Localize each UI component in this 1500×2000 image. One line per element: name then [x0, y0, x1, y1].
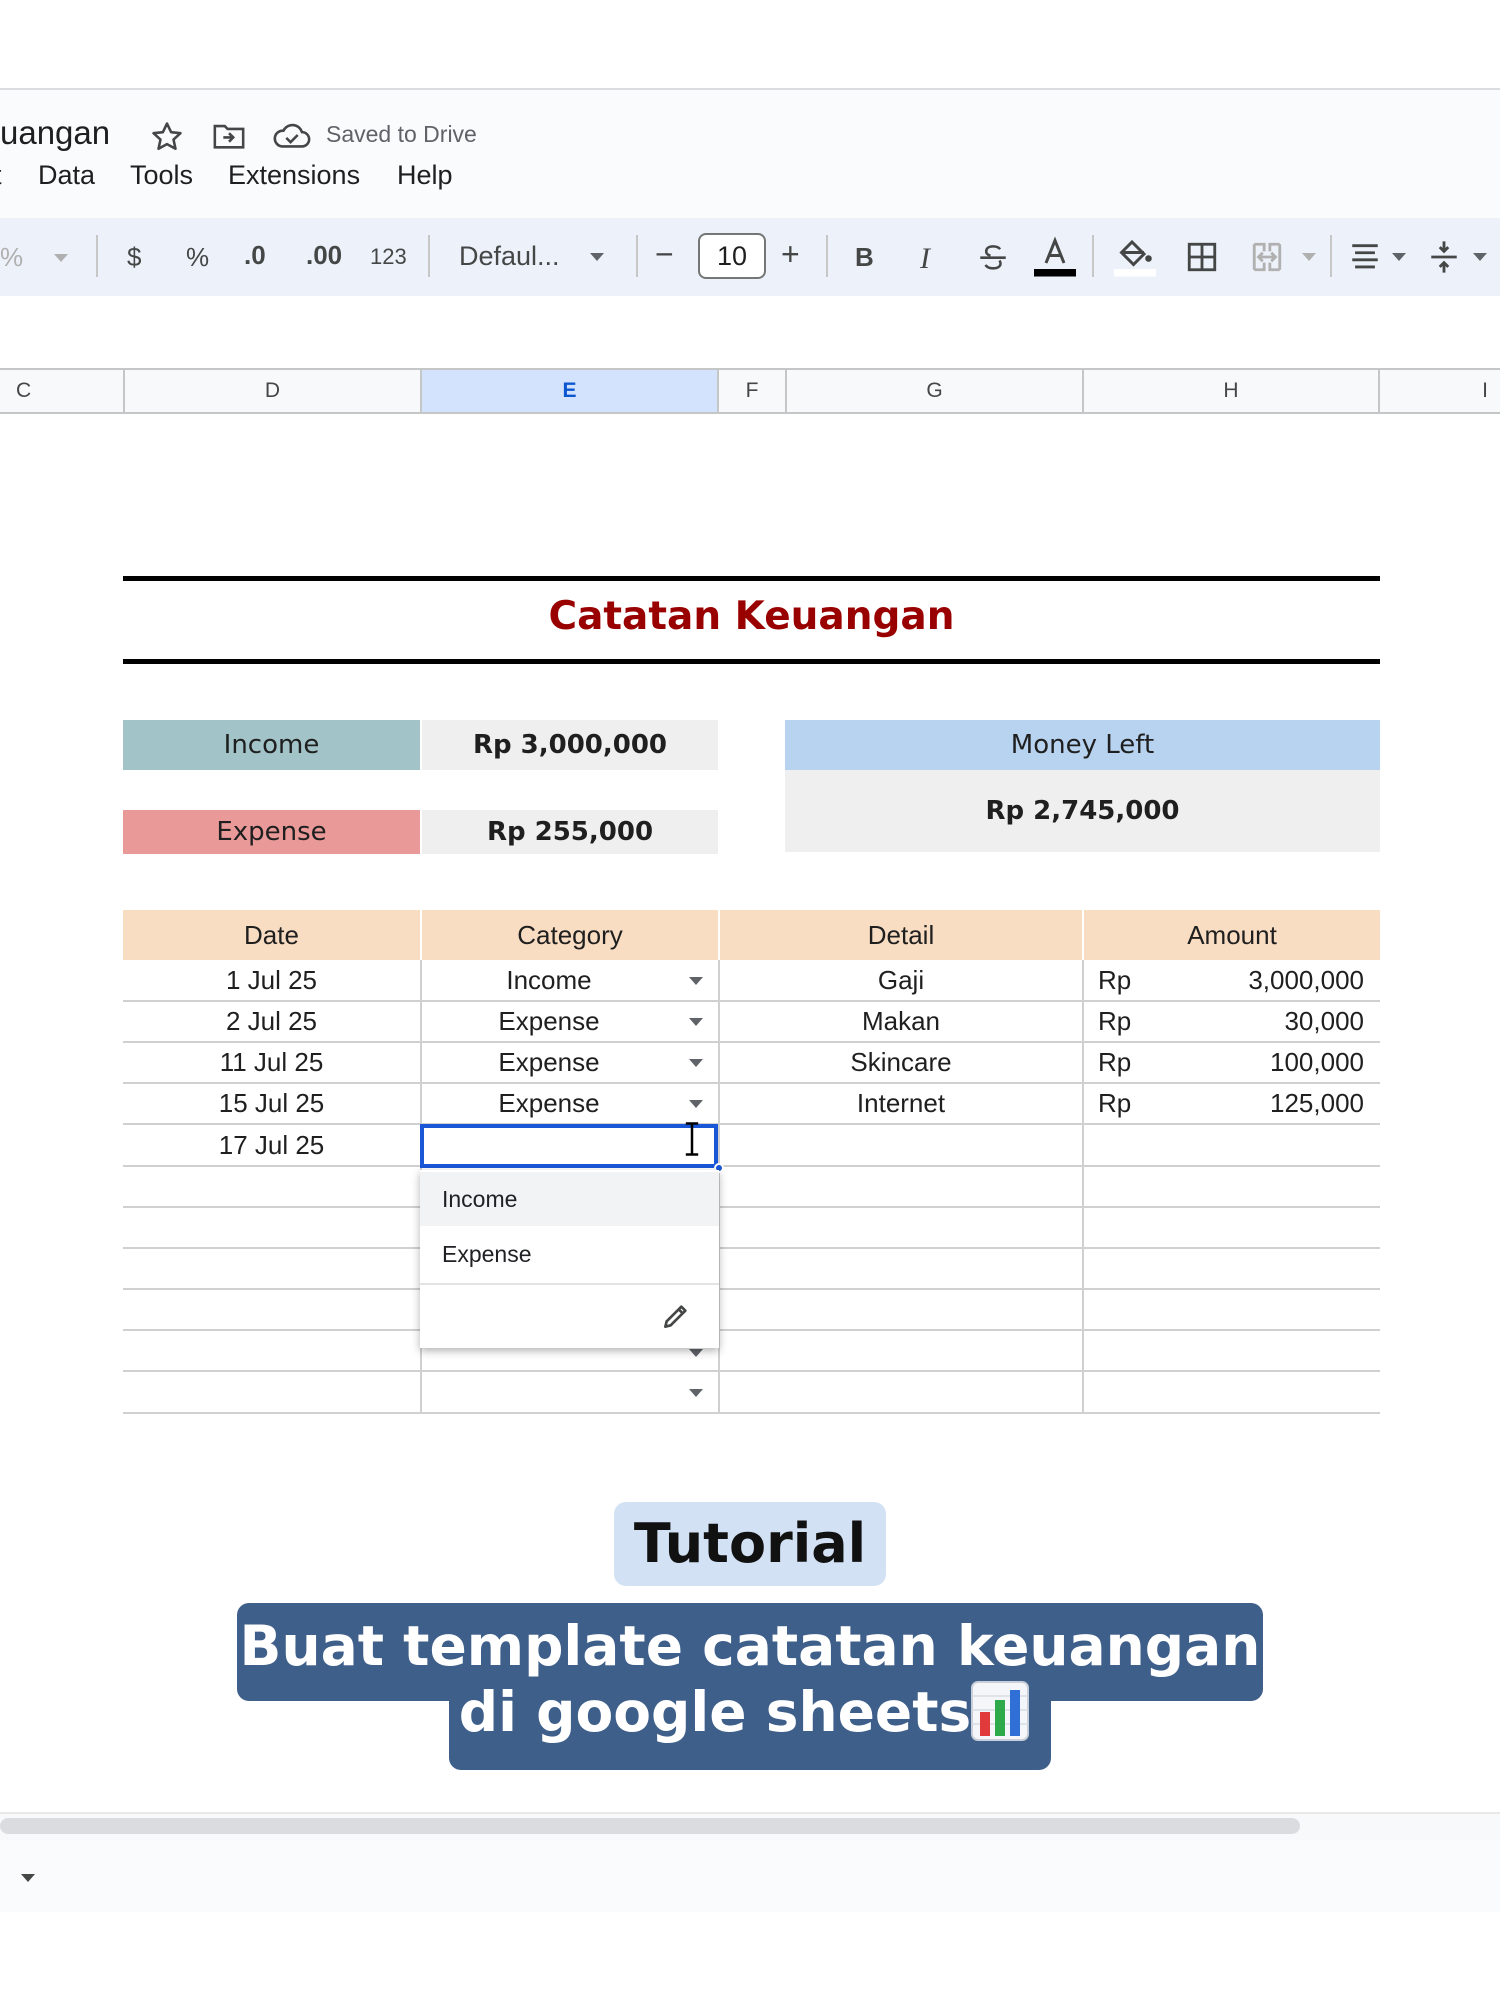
- zoom-caret-icon[interactable]: [54, 254, 68, 262]
- caption-line-1: Buat template catatan keuangan: [239, 1614, 1261, 1678]
- row2-amount[interactable]: 30,000: [1284, 1006, 1364, 1036]
- menu-extensions[interactable]: Extensions: [228, 160, 361, 190]
- grid-line: [123, 1412, 1380, 1414]
- row3-category[interactable]: Expense: [498, 1047, 600, 1077]
- cloud-saved-icon[interactable]: [272, 120, 312, 150]
- row4-category[interactable]: Expense: [498, 1088, 600, 1118]
- toolbar-divider: [826, 235, 828, 277]
- row1-date[interactable]: 1 Jul 25: [225, 965, 318, 995]
- decrease-decimal-button[interactable]: .0: [244, 240, 266, 270]
- title-top-rule: [123, 576, 1380, 581]
- menu-help[interactable]: Help: [397, 160, 453, 190]
- category-dropdown-icon[interactable]: [689, 1100, 703, 1108]
- grid-line: [123, 1247, 1380, 1249]
- font-select[interactable]: Defaul...: [459, 241, 560, 271]
- edit-pencil-icon[interactable]: [660, 1300, 692, 1332]
- row2-date[interactable]: 2 Jul 25: [225, 1006, 318, 1036]
- align-caret-icon[interactable]: [1392, 253, 1406, 261]
- header-category[interactable]: Category: [422, 910, 718, 960]
- font-size-input[interactable]: 10: [698, 233, 766, 279]
- menu-data[interactable]: Data: [38, 160, 96, 190]
- bar-chart-emoji-icon: [970, 1680, 1030, 1742]
- move-folder-icon[interactable]: [212, 120, 246, 152]
- row3-currency[interactable]: Rp: [1098, 1047, 1132, 1077]
- decrease-font-size-button[interactable]: −: [655, 236, 674, 272]
- income-label[interactable]: Income: [123, 720, 420, 770]
- tutorial-tag: Tutorial: [614, 1502, 886, 1586]
- row4-amount[interactable]: 125,000: [1270, 1088, 1364, 1118]
- toolbar-divider: [96, 235, 98, 277]
- caption-line-2: [0, 1680, 1500, 1744]
- column-header-h[interactable]: H: [1084, 368, 1380, 414]
- grid-line: [123, 1288, 1380, 1290]
- category-dropdown-icon[interactable]: [689, 977, 703, 985]
- category-dropdown-menu: [420, 1170, 719, 1348]
- valign-caret-icon[interactable]: [1473, 253, 1487, 261]
- expense-label[interactable]: Expense: [123, 810, 420, 854]
- row1-currency[interactable]: Rp: [1098, 965, 1132, 995]
- saved-status: Saved to Drive: [326, 121, 477, 147]
- category-dropdown-icon[interactable]: [689, 1349, 703, 1357]
- number-format-button[interactable]: 123: [370, 244, 407, 269]
- toolbar-divider: [428, 235, 430, 277]
- row2-category[interactable]: Expense: [498, 1006, 600, 1036]
- row3-detail[interactable]: Skincare: [850, 1047, 952, 1077]
- title-bottom-rule: [123, 659, 1380, 664]
- sheet-tab-bar: [0, 1840, 1500, 1912]
- grid-line: [123, 1329, 1380, 1331]
- header-date[interactable]: Date: [123, 910, 420, 960]
- column-header-f[interactable]: F: [719, 368, 787, 414]
- merge-caret-icon[interactable]: [1302, 253, 1316, 261]
- borders-icon[interactable]: [1185, 240, 1219, 274]
- horizontal-align-icon[interactable]: [1348, 240, 1382, 274]
- dropdown-divider: [420, 1283, 719, 1285]
- dropdown-option-expense[interactable]: Expense: [442, 1241, 532, 1267]
- row5-date[interactable]: 17 Jul 25: [218, 1130, 325, 1160]
- toolbar-divider: [636, 235, 638, 277]
- header-detail[interactable]: Detail: [720, 910, 1082, 960]
- text-cursor-icon: [682, 1122, 702, 1156]
- row1-detail[interactable]: Gaji: [877, 965, 925, 995]
- active-category-cell[interactable]: [420, 1124, 718, 1168]
- row2-currency[interactable]: Rp: [1098, 1006, 1132, 1036]
- row3-date[interactable]: 11 Jul 25: [219, 1047, 324, 1077]
- column-header-g[interactable]: G: [787, 368, 1084, 414]
- title-bar: [0, 90, 1500, 220]
- text-color-icon[interactable]: [1032, 236, 1078, 278]
- category-dropdown-icon[interactable]: [689, 1018, 703, 1026]
- row4-date[interactable]: 15 Jul 25: [218, 1088, 325, 1118]
- percent-format-button[interactable]: %: [186, 242, 210, 272]
- column-header-d[interactable]: D: [125, 368, 422, 414]
- category-dropdown-icon[interactable]: [689, 1389, 703, 1397]
- row1-category[interactable]: Income: [506, 965, 592, 995]
- header-amount[interactable]: Amount: [1084, 910, 1380, 960]
- row2-detail[interactable]: Makan: [861, 1006, 941, 1036]
- expense-value[interactable]: Rp 255,000: [422, 810, 718, 854]
- row3-amount[interactable]: 100,000: [1270, 1047, 1364, 1077]
- bold-button[interactable]: B: [855, 242, 874, 272]
- toolbar-divider: [1330, 235, 1332, 277]
- currency-format-button[interactable]: $: [127, 242, 142, 272]
- row1-amount[interactable]: 3,000,000: [1248, 965, 1364, 995]
- increase-font-size-button[interactable]: +: [781, 236, 800, 272]
- menu-edit-partial[interactable]: [0, 160, 2, 191]
- sheet-list-caret-icon[interactable]: [21, 1874, 35, 1882]
- row4-detail[interactable]: Internet: [856, 1088, 946, 1118]
- sheet-title[interactable]: Catatan Keuangan: [548, 594, 955, 639]
- column-header-c[interactable]: C: [0, 368, 125, 414]
- document-title[interactable]: uangan: [0, 114, 111, 151]
- category-dropdown-icon[interactable]: [689, 1059, 703, 1067]
- fill-color-icon[interactable]: [1112, 236, 1158, 278]
- font-caret-icon[interactable]: [590, 253, 604, 261]
- merge-cells-icon[interactable]: [1250, 240, 1284, 274]
- vertical-align-icon[interactable]: [1427, 238, 1461, 276]
- zoom-select[interactable]: %: [0, 242, 24, 272]
- grid-line: [123, 1206, 1380, 1208]
- menu-tools[interactable]: Tools: [130, 160, 194, 190]
- star-icon[interactable]: [150, 120, 184, 154]
- money-left-value[interactable]: Rp 2,745,000: [785, 770, 1380, 852]
- caption-line-2-text: di google sheets: [458, 1680, 972, 1744]
- income-value[interactable]: Rp 3,000,000: [422, 720, 718, 770]
- dropdown-option-income[interactable]: Income: [420, 1172, 719, 1226]
- money-left-label[interactable]: Money Left: [785, 720, 1380, 770]
- strikethrough-icon[interactable]: [975, 240, 1011, 274]
- italic-button[interactable]: I: [920, 242, 930, 275]
- row4-currency[interactable]: Rp: [1098, 1088, 1132, 1118]
- column-header-e[interactable]: E: [422, 368, 719, 414]
- increase-decimal-button[interactable]: .00: [306, 240, 343, 270]
- horizontal-scrollbar-thumb[interactable]: [0, 1818, 1300, 1834]
- grid-line: [1082, 960, 1084, 1414]
- toolbar-divider: [1092, 235, 1094, 277]
- column-header-i[interactable]: I: [1380, 368, 1500, 414]
- grid-line: [123, 1370, 1380, 1372]
